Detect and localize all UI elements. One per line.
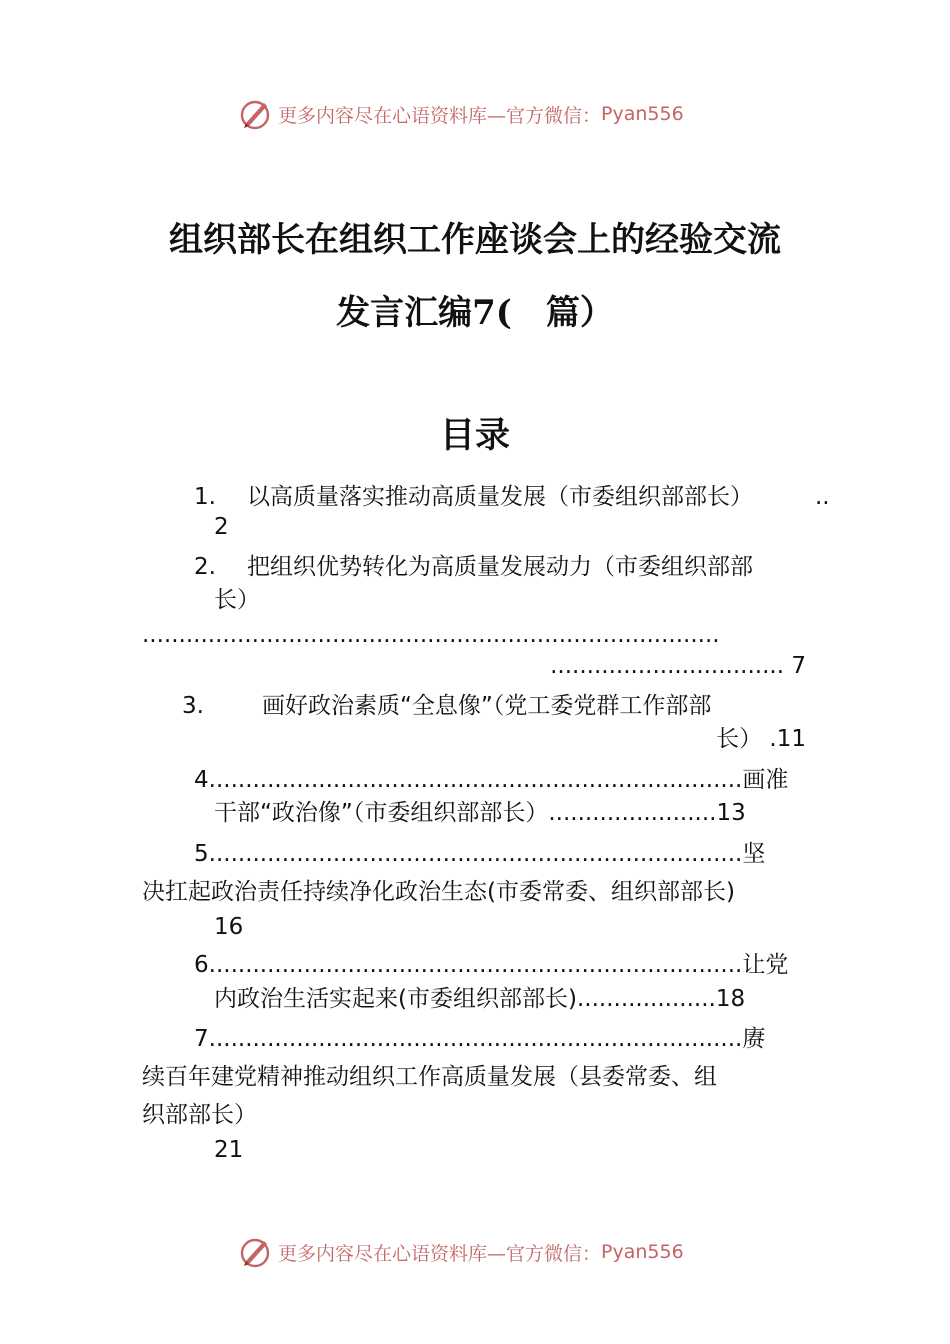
toc-entry-5-line2: 决扛起政治责任持续净化政治生态(市委常委、组织部部长) bbox=[142, 879, 735, 905]
toc-entry-6-line1: 6.........................................................................让党 bbox=[194, 952, 789, 978]
watermark-text: 更多内容尽在心语资料库—官方微信： bbox=[278, 104, 602, 127]
toc-entry-1-number: 1. bbox=[194, 484, 216, 510]
toc-entry-5-line1: 5.........................................................................坚 bbox=[194, 841, 766, 867]
document-title-line1: 组织部长在组织工作座谈会上的经验交流 bbox=[169, 220, 781, 260]
pen-logo-icon bbox=[238, 97, 272, 131]
watermark-wechat-id: Pyan556 bbox=[601, 1241, 684, 1263]
toc-entry-7-line3: 织部部长） bbox=[142, 1102, 257, 1128]
toc-entry-2-title: 把组织优势转化为高质量发展动力（市委组织部部 bbox=[247, 554, 753, 580]
header-watermark bbox=[238, 96, 684, 132]
toc-entry-6-line2: 内政治生活实起来(市委组织部部长)...................18 bbox=[214, 986, 746, 1012]
footer-watermark bbox=[238, 1234, 684, 1270]
toc-entry-1-page: 2 bbox=[214, 514, 229, 540]
toc-entry-2-page: ................................ 7 bbox=[550, 653, 806, 679]
pen-logo-icon bbox=[238, 1235, 272, 1269]
toc-entry-3-page: 长） .11 bbox=[716, 726, 806, 752]
toc-entry-3-number: 3. bbox=[182, 693, 204, 719]
toc-entry-4-line1: 4.........................................................................画准 bbox=[194, 767, 789, 793]
document-title-line2: 发言汇编7( 篇） bbox=[336, 293, 614, 333]
toc-entry-4-line2: 干部“政治像”（市委组织部部长）.......................13 bbox=[214, 800, 746, 826]
toc-entry-1-title: 以高质量落实推动高质量发展（市委组织部部长） bbox=[247, 484, 753, 510]
toc-heading: 目录 bbox=[439, 415, 510, 456]
watermark-wechat-id: Pyan556 bbox=[601, 103, 684, 125]
watermark-text: 更多内容尽在心语资料库—官方微信： bbox=[278, 1242, 602, 1265]
toc-entry-5-page: 16 bbox=[214, 914, 244, 940]
toc-entry-7-line2: 续百年建党精神推动组织工作高质量发展（县委常委、组 bbox=[142, 1064, 717, 1090]
toc-entry-3-title: 画好政治素质“全息像”（党工委党群工作部部 bbox=[262, 693, 712, 719]
toc-entry-2-leader: ............................................................................... bbox=[142, 622, 720, 648]
toc-entry-7-line1: 7.........................................................................赓 bbox=[194, 1026, 766, 1052]
toc-entry-2-number: 2. bbox=[194, 554, 216, 580]
toc-entry-1-leader: .. bbox=[815, 484, 830, 510]
toc-entry-7-page: 21 bbox=[214, 1137, 244, 1163]
toc-entry-2-title-cont: 长） bbox=[214, 587, 260, 613]
